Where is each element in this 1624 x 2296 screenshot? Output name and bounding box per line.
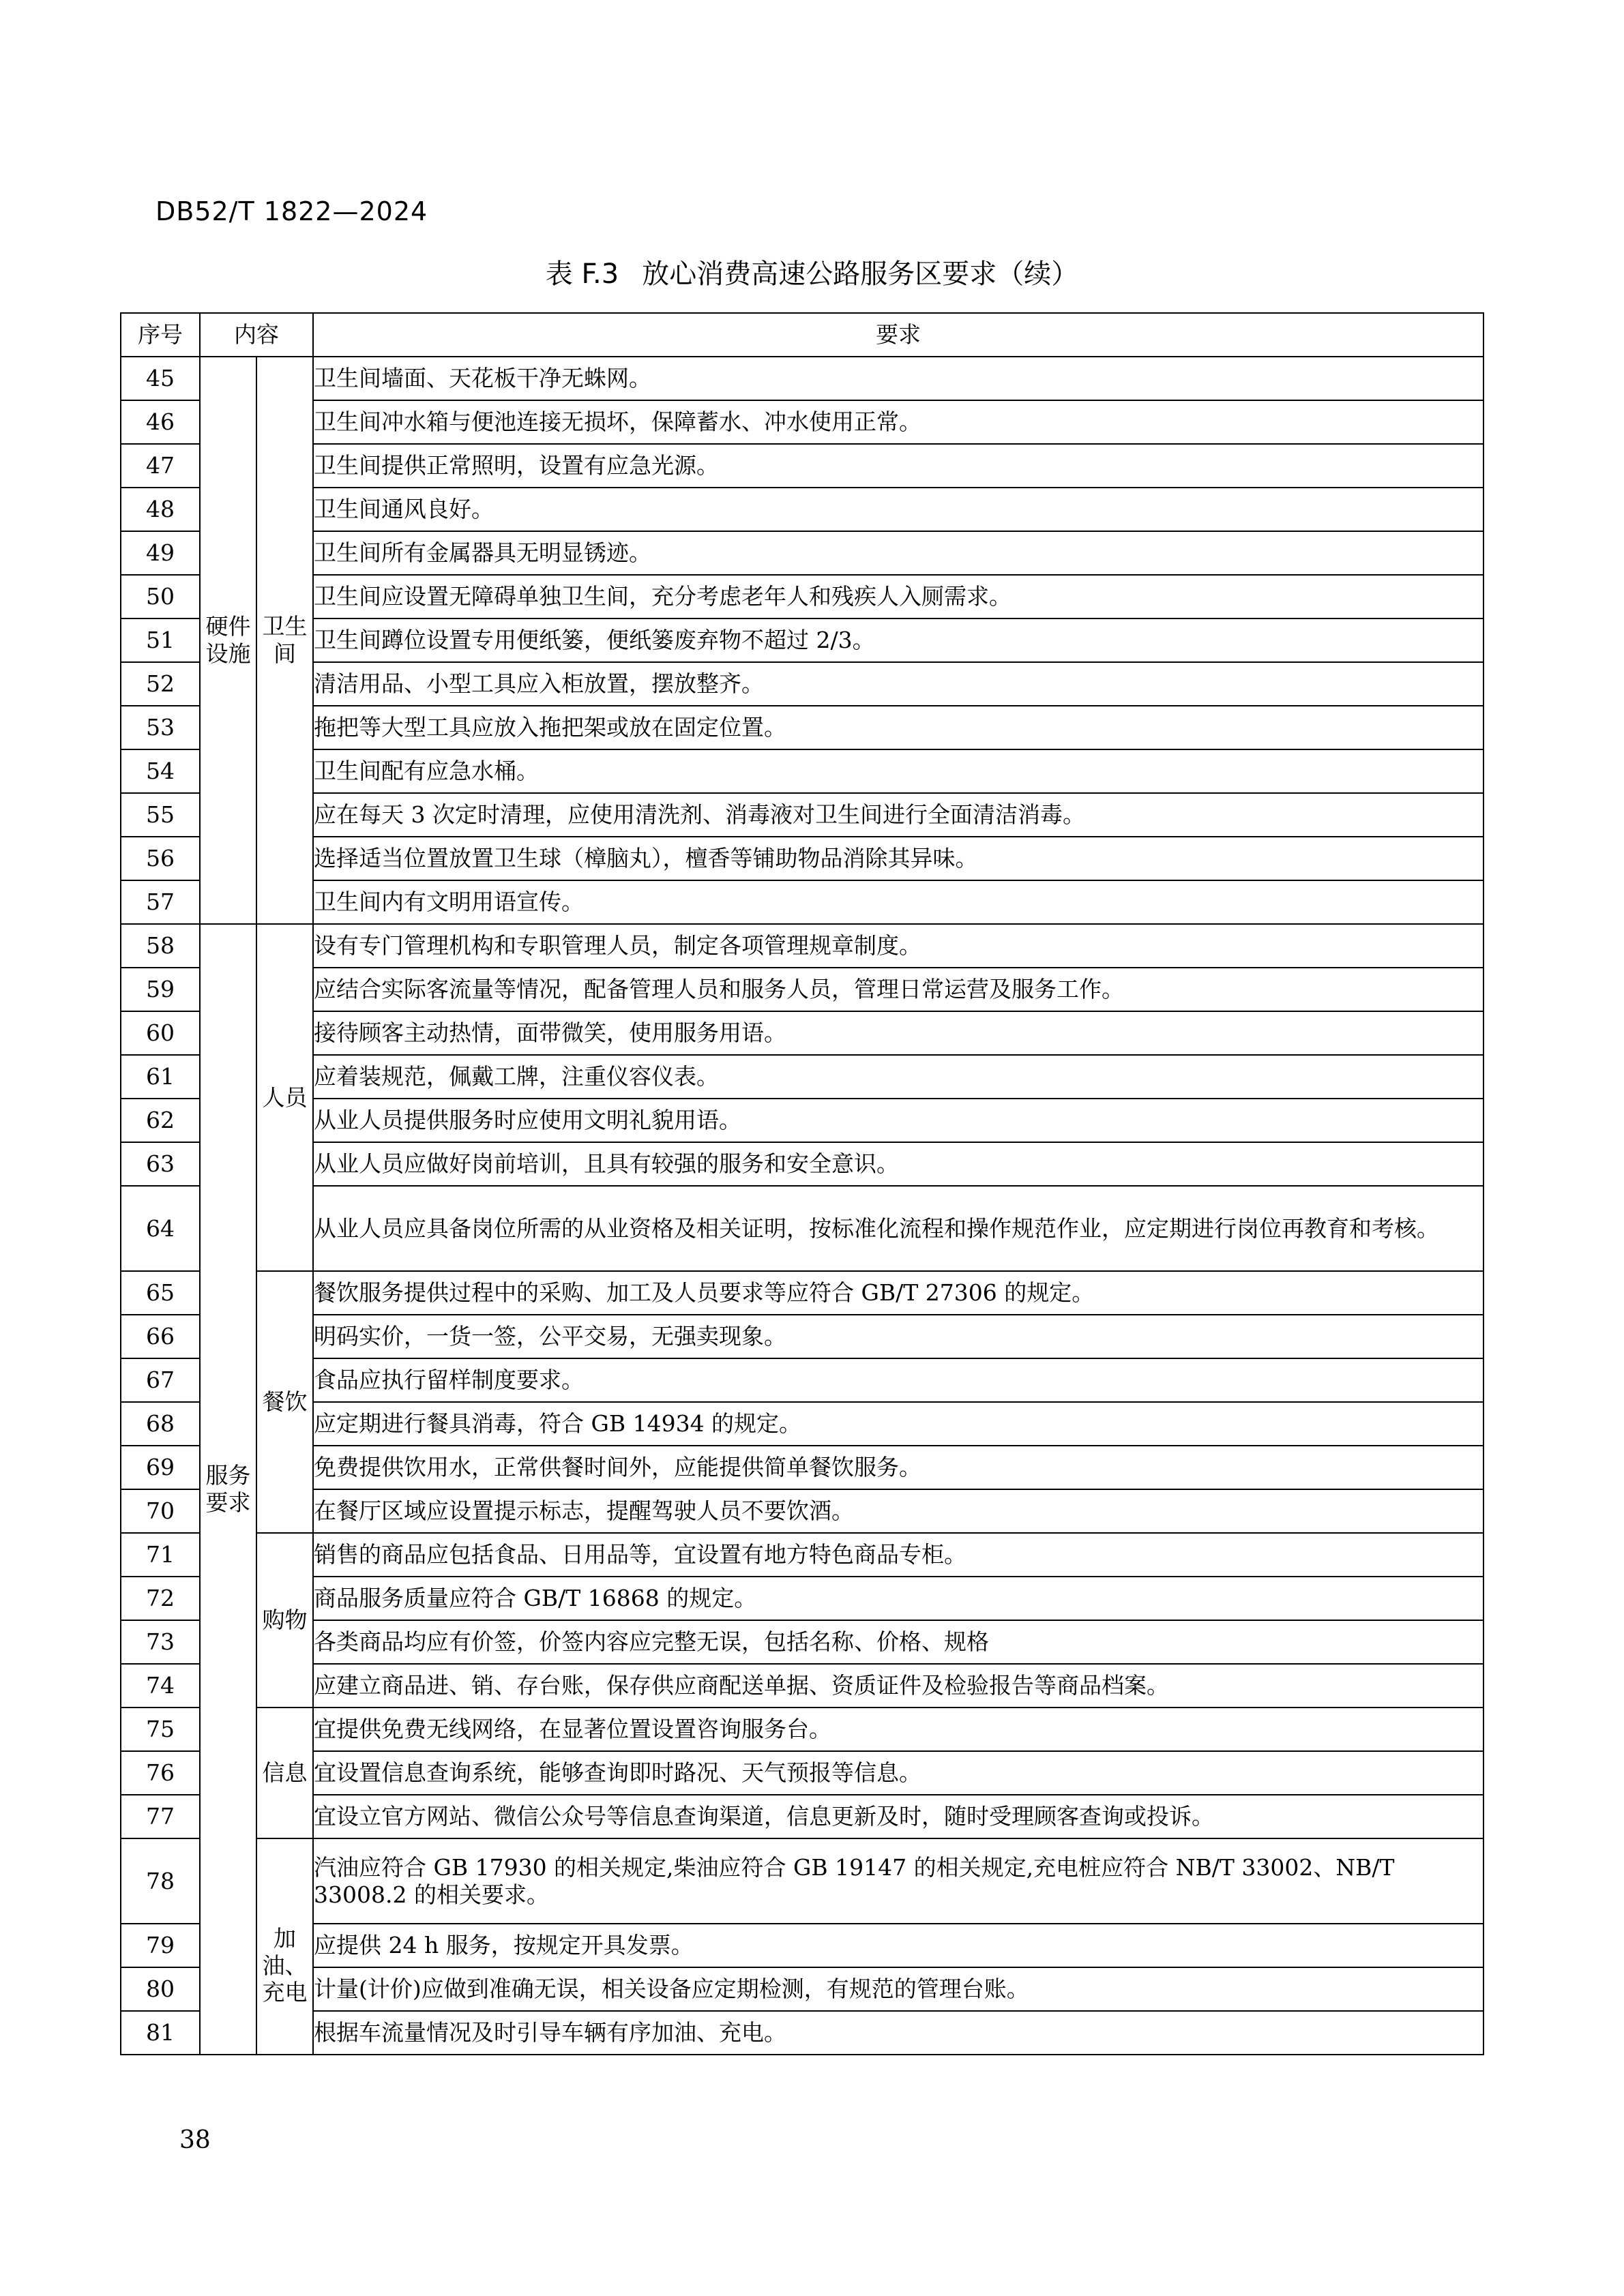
- row-number: 58: [121, 924, 200, 968]
- requirement-text: 卫生间通风良好。: [313, 488, 1483, 531]
- requirement-text: 卫生间应设置无障碍单独卫生间，充分考虑老年人和残疾人入厕需求。: [313, 575, 1483, 618]
- row-number: 53: [121, 706, 200, 749]
- requirement-text: 卫生间提供正常照明，设置有应急光源。: [313, 444, 1483, 488]
- row-number: 61: [121, 1055, 200, 1099]
- requirements-table: [120, 312, 1484, 2055]
- standard-code: DB52/T 1822—2024: [156, 196, 428, 226]
- row-number: 71: [121, 1533, 200, 1577]
- table-row: [121, 2011, 1483, 2055]
- row-number: 65: [121, 1271, 200, 1315]
- table-row: [121, 400, 1483, 444]
- requirement-text: 各类商品均应有价签，价签内容应完整无误，包括名称、价格、规格: [313, 1620, 1483, 1664]
- table-row: [121, 1446, 1483, 1489]
- row-number: 60: [121, 1011, 200, 1055]
- subcategory-staff: 人员: [256, 924, 313, 1271]
- row-number: 70: [121, 1489, 200, 1533]
- requirement-text: 应定期进行餐具消毒，符合 GB 14934 的规定。: [313, 1402, 1483, 1446]
- requirement-text: 卫生间内有文明用语宣传。: [313, 880, 1483, 924]
- requirement-text: 接待顾客主动热情，面带微笑，使用服务用语。: [313, 1011, 1483, 1055]
- table-row: [121, 1838, 1483, 1924]
- requirement-text: 卫生间冲水箱与便池连接无损坏，保障蓄水、冲水使用正常。: [313, 400, 1483, 444]
- requirement-text: 商品服务质量应符合 GB/T 16868 的规定。: [313, 1577, 1483, 1620]
- table-row: [121, 1489, 1483, 1533]
- row-number: 66: [121, 1315, 200, 1358]
- requirement-text: 免费提供饮用水，正常供餐时间外，应能提供简单餐饮服务。: [313, 1446, 1483, 1489]
- row-number: 52: [121, 662, 200, 706]
- subcategory-shopping: 购物: [256, 1533, 313, 1708]
- table-row: [121, 1620, 1483, 1664]
- requirement-text: 卫生间所有金属器具无明显锈迹。: [313, 531, 1483, 575]
- row-number: 63: [121, 1142, 200, 1186]
- requirement-text: 卫生间墙面、天花板干净无蛛网。: [313, 357, 1483, 400]
- table-row: [121, 793, 1483, 837]
- requirement-text: 选择适当位置放置卫生球（樟脑丸），檀香等铺助物品消除其异味。: [313, 837, 1483, 880]
- requirement-text: 卫生间蹲位设置专用便纸篓，便纸篓废弃物不超过 2/3。: [313, 618, 1483, 662]
- row-number: 64: [121, 1186, 200, 1271]
- table-row: [121, 1664, 1483, 1708]
- requirement-text: 宜设立官方网站、微信公众号等信息查询渠道，信息更新及时，随时受理顾客查询或投诉。: [313, 1795, 1483, 1838]
- table-row: [121, 531, 1483, 575]
- row-number: 45: [121, 357, 200, 400]
- row-number: 54: [121, 749, 200, 793]
- table-row: [121, 837, 1483, 880]
- requirement-text: 食品应执行留样制度要求。: [313, 1358, 1483, 1402]
- row-number: 79: [121, 1924, 200, 1967]
- row-number: 73: [121, 1620, 200, 1664]
- table-row: [121, 1751, 1483, 1795]
- row-number: 80: [121, 1967, 200, 2011]
- table-row: [121, 618, 1483, 662]
- requirement-text: 应提供 24 h 服务，按规定开具发票。: [313, 1924, 1483, 1967]
- row-number: 46: [121, 400, 200, 444]
- row-number: 67: [121, 1358, 200, 1402]
- row-number: 76: [121, 1751, 200, 1795]
- row-number: 51: [121, 618, 200, 662]
- requirement-text: 汽油应符合 GB 17930 的相关规定,柴油应符合 GB 19147 的相关规定,充电桩应符合 NB/T 33002、NB/T 33008.2 的相关要求。: [313, 1838, 1483, 1924]
- table-row: [121, 706, 1483, 749]
- requirement-text: 宜设置信息查询系统，能够查询即时路况、天气预报等信息。: [313, 1751, 1483, 1795]
- table-row: [121, 444, 1483, 488]
- table-header-row: [121, 313, 1483, 357]
- table-title: [0, 252, 1624, 291]
- requirement-text: 从业人员应做好岗前培训，且具有较强的服务和安全意识。: [313, 1142, 1483, 1186]
- requirement-text: 销售的商品应包括食品、日用品等，宜设置有地方特色商品专柜。: [313, 1533, 1483, 1577]
- table-row: [121, 1186, 1483, 1271]
- table-row: [121, 1271, 1483, 1315]
- requirement-text: 根据车流量情况及时引导车辆有序加油、充电。: [313, 2011, 1483, 2055]
- requirement-text: 餐饮服务提供过程中的采购、加工及人员要求等应符合 GB/T 27306 的规定。: [313, 1271, 1483, 1315]
- row-number: 68: [121, 1402, 200, 1446]
- subcategory-toilet: 卫生间: [256, 357, 313, 924]
- table-row: [121, 575, 1483, 618]
- row-number: 48: [121, 488, 200, 531]
- row-number: 59: [121, 968, 200, 1011]
- table-row: [121, 1358, 1483, 1402]
- table-row: [121, 488, 1483, 531]
- row-number: 75: [121, 1708, 200, 1751]
- subcategory-info: 信息: [256, 1708, 313, 1838]
- table-row: [121, 1099, 1483, 1142]
- requirement-text: 设有专门管理机构和专职管理人员，制定各项管理规章制度。: [313, 924, 1483, 968]
- table-row: [121, 1967, 1483, 2011]
- table-caption: 放心消费高速公路服务区要求（续）: [642, 258, 1079, 290]
- requirement-text: 应在每天 3 次定时清理，应使用清洗剂、消毒液对卫生间进行全面清洁消毒。: [313, 793, 1483, 837]
- row-number: 49: [121, 531, 200, 575]
- subcategory-catering: 餐饮: [256, 1271, 313, 1533]
- row-number: 72: [121, 1577, 200, 1620]
- table-row: [121, 1924, 1483, 1967]
- table-row: [121, 357, 1483, 400]
- table-row: [121, 968, 1483, 1011]
- row-number: 62: [121, 1099, 200, 1142]
- category-service: 服务要求: [200, 924, 256, 2055]
- requirement-text: 宜提供免费无线网络，在显著位置设置咨询服务台。: [313, 1708, 1483, 1751]
- requirement-text: 卫生间配有应急水桶。: [313, 749, 1483, 793]
- category-hardware: 硬件设施: [200, 357, 256, 924]
- table-row: [121, 1795, 1483, 1838]
- table-row: [121, 1402, 1483, 1446]
- row-number: 57: [121, 880, 200, 924]
- row-number: 78: [121, 1838, 200, 1924]
- row-number: 81: [121, 2011, 200, 2055]
- row-number: 56: [121, 837, 200, 880]
- requirement-text: 明码实价，一货一签，公平交易，无强卖现象。: [313, 1315, 1483, 1358]
- col-header-requirement: 要求: [313, 313, 1483, 357]
- row-number: 74: [121, 1664, 200, 1708]
- table-row: [121, 749, 1483, 793]
- row-number: 69: [121, 1446, 200, 1489]
- col-header-no: 序号: [121, 313, 200, 357]
- table-row: [121, 1142, 1483, 1186]
- table-row: [121, 1577, 1483, 1620]
- table-row: [121, 924, 1483, 968]
- requirement-text: 应结合实际客流量等情况，配备管理人员和服务人员，管理日常运营及服务工作。: [313, 968, 1483, 1011]
- table-row: [121, 1533, 1483, 1577]
- col-header-content: 内容: [200, 313, 313, 357]
- table-row: [121, 1011, 1483, 1055]
- row-number: 50: [121, 575, 200, 618]
- requirement-text: 从业人员应具备岗位所需的从业资格及相关证明，按标准化流程和操作规范作业，应定期进行岗位再教育和考核。: [313, 1186, 1483, 1271]
- requirement-text: 从业人员提供服务时应使用文明礼貌用语。: [313, 1099, 1483, 1142]
- table-row: [121, 880, 1483, 924]
- requirement-text: 拖把等大型工具应放入拖把架或放在固定位置。: [313, 706, 1483, 749]
- requirement-text: 在餐厅区域应设置提示标志，提醒驾驶人员不要饮酒。: [313, 1489, 1483, 1533]
- row-number: 77: [121, 1795, 200, 1838]
- table-row: [121, 1708, 1483, 1751]
- table-number: 表 F.3: [545, 258, 619, 290]
- page-number: 38: [179, 2126, 211, 2154]
- subcategory-fuel-charging: 加油、充电: [256, 1838, 313, 2055]
- table-row: [121, 1315, 1483, 1358]
- requirement-text: 应着装规范，佩戴工牌，注重仪容仪表。: [313, 1055, 1483, 1099]
- requirement-text: 计量(计价)应做到准确无误，相关设备应定期检测，有规范的管理台账。: [313, 1967, 1483, 2011]
- table-row: [121, 662, 1483, 706]
- row-number: 55: [121, 793, 200, 837]
- requirement-text: 清洁用品、小型工具应入柜放置，摆放整齐。: [313, 662, 1483, 706]
- row-number: 47: [121, 444, 200, 488]
- requirement-text: 应建立商品进、销、存台账，保存供应商配送单据、资质证件及检验报告等商品档案。: [313, 1664, 1483, 1708]
- table-row: [121, 1055, 1483, 1099]
